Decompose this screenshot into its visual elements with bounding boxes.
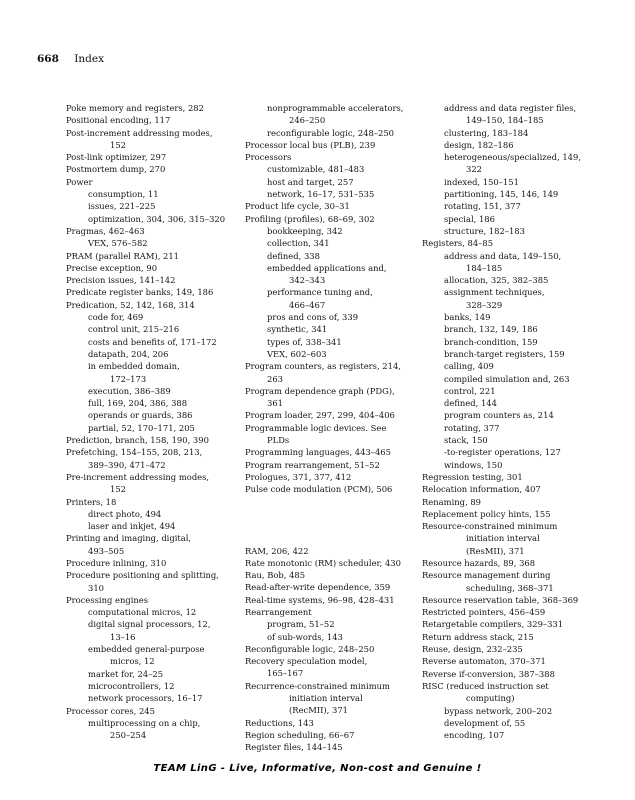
index-entry: Postmortem dump, 270 — [66, 164, 166, 175]
index-entry: PRAM (parallel RAM), 211 — [66, 250, 180, 261]
index-subentry-continuation: 466–467 — [289, 299, 326, 310]
index-entry: Printing and imaging, digital, — [66, 533, 192, 544]
index-subentry: consumption, 11 — [88, 189, 159, 200]
index-entry: Poke memory and registers, 282 — [66, 103, 204, 113]
index-subentry: encoding, 107 — [444, 730, 505, 741]
index-subentry-continuation: initiation interval — [289, 693, 363, 704]
index-subentry: code for, 469 — [88, 312, 144, 323]
index-entry: Rearrangement — [245, 606, 312, 617]
index-subentry: branch-target registers, 159 — [444, 348, 565, 359]
index-subentry-continuation: computing) — [466, 693, 515, 704]
index-entry: Predicate register banks, 149, 186 — [66, 287, 214, 298]
index-subentry: types of, 338–341 — [267, 336, 342, 347]
index-column-3 — [422, 102, 612, 741]
index-subentry: defined, 338 — [267, 250, 320, 261]
index-subentry: nonprogrammable accelerators, — [267, 103, 404, 113]
index-subentry: network, 16–17, 531–535 — [267, 189, 375, 200]
index-entry: Resource hazards, 89, 368 — [422, 557, 536, 568]
index-entry: Retargetable compilers, 329–331 — [422, 619, 564, 630]
index-entry: Procedure inlining, 310 — [66, 557, 167, 568]
index-entry: Return address stack, 215 — [422, 631, 534, 642]
index-subentry: microcontrollers, 12 — [88, 680, 175, 691]
index-subentry: multiprocessing on a chip, — [88, 717, 201, 728]
index-subentry: design, 182–186 — [444, 139, 514, 150]
index-entry: Product life cycle, 30–31 — [245, 201, 350, 212]
index-subentry: bookkeeping, 342 — [267, 225, 343, 236]
index-entry: RAM, 206, 422 — [245, 545, 309, 556]
index-subentry: laser and inkjet, 494 — [88, 521, 176, 532]
index-subentry: direct photo, 494 — [88, 508, 162, 519]
index-entry: Pulse code modulation (PCM), 506 — [245, 484, 393, 495]
index-subentry-continuation: 172–173 — [110, 373, 147, 384]
index-subentry: rotating, 151, 377 — [444, 201, 521, 212]
index-entry-continuation: 361 — [267, 398, 283, 409]
index-subentry: structure, 182–183 — [444, 225, 525, 236]
index-subentry: host and target, 257 — [267, 176, 354, 187]
index-subentry-continuation: 250–254 — [110, 730, 147, 741]
index-entry: Read-after-write dependence, 359 — [245, 582, 391, 593]
index-subentry: VEX, 602–603 — [267, 348, 327, 359]
index-subentry: issues, 221–225 — [88, 201, 156, 212]
index-subentry: branch-condition, 159 — [444, 336, 538, 347]
index-entry: Resource reservation table, 368–369 — [422, 594, 579, 605]
index-column-2 — [245, 102, 423, 754]
index-subentry: synthetic, 341 — [267, 324, 328, 335]
index-entry-continuation: 165–167 — [267, 668, 304, 679]
index-entry: Predication, 52, 142, 168, 314 — [66, 299, 195, 310]
index-subentry: program counters as, 214 — [444, 410, 554, 421]
index-subentry-continuation: (ResMII), 371 — [466, 545, 525, 556]
index-subentry: heterogeneous/specialized, 149, — [444, 152, 581, 163]
index-subentry: indexed, 150–151 — [444, 176, 519, 187]
index-subentry: reconfigurable logic, 248–250 — [267, 127, 395, 138]
index-entry: Programming languages, 443–465 — [245, 447, 391, 458]
index-subentry: branch, 132, 149, 186 — [444, 324, 538, 335]
index-subentry-continuation: 13–16 — [110, 631, 136, 642]
index-subentry-continuation: initiation interval — [466, 533, 540, 544]
index-entry: Regression testing, 301 — [422, 471, 523, 482]
index-subentry: datapath, 204, 206 — [88, 348, 169, 359]
index-entry: Reverse automaton, 370–371 — [422, 656, 546, 667]
index-column-1 — [66, 102, 236, 741]
index-entry-continuation: 389–390, 471–472 — [88, 459, 166, 470]
index-subentry-continuation: 322 — [466, 164, 482, 175]
index-entry: Reuse, design, 232–235 — [422, 644, 523, 655]
index-entry: Resource-constrained minimum — [422, 521, 558, 532]
index-entry: Program loader, 297, 299, 404–406 — [245, 410, 395, 421]
index-subentry: windows, 150 — [444, 459, 503, 470]
index-subentry: defined, 144 — [444, 398, 497, 409]
index-subentry: VEX, 576–582 — [88, 238, 148, 249]
index-subentry: costs and benefits of, 171–172 — [88, 336, 217, 347]
index-entry: Reductions, 143 — [245, 717, 314, 728]
index-entry: Printers, 18 — [66, 496, 117, 507]
index-subentry: clustering, 183–184 — [444, 127, 529, 138]
index-subentry: compiled simulation and, 263 — [444, 373, 570, 384]
index-entry: Registers, 84–85 — [422, 238, 494, 249]
index-entry: Rau, Bob, 485 — [245, 570, 306, 581]
index-subentry: allocation, 325, 382–385 — [444, 275, 549, 286]
index-entry: Replacement policy hints, 155 — [422, 508, 551, 519]
index-subentry: banks, 149 — [444, 312, 491, 323]
index-subentry: customizable, 481–483 — [267, 164, 365, 175]
index-subentry-continuation: (RecMII), 371 — [289, 705, 348, 716]
index-subentry: partitioning, 145, 146, 149 — [444, 189, 559, 200]
index-subentry: market for, 24–25 — [88, 668, 164, 679]
index-entry: Prediction, branch, 158, 190, 390 — [66, 435, 209, 446]
index-subentry: bypass network, 200–202 — [444, 705, 553, 716]
index-entry: Prologues, 371, 377, 412 — [245, 471, 352, 482]
index-entry-continuation: PLDs — [267, 435, 290, 446]
index-entry-continuation: 310 — [88, 582, 104, 593]
index-entry: Profiling (profiles), 68–69, 302 — [245, 213, 375, 224]
index-subentry-continuation: 152 — [110, 139, 126, 150]
index-subentry: stack, 150 — [444, 435, 488, 446]
index-entry: Processing engines — [66, 594, 149, 605]
index-entry: Program rearrangement, 51–52 — [245, 459, 380, 470]
index-subentry: collection, 341 — [267, 238, 330, 249]
index-entry: Processors — [245, 152, 292, 163]
index-subentry: -to-register operations, 127 — [444, 447, 561, 458]
index-subentry: address and data register files, — [444, 103, 577, 113]
running-head: Index — [74, 53, 105, 65]
index-entry: Register files, 144–145 — [245, 742, 343, 753]
page-header — [37, 53, 104, 65]
index-subentry: embedded applications and, — [267, 262, 387, 273]
index-entry: Reverse if-conversion, 387–388 — [422, 668, 555, 679]
index-entry: Pre-increment addressing modes, — [66, 471, 210, 482]
index-entry: Pragmas, 462–463 — [66, 225, 145, 236]
index-entry: Rate monotonic (RM) scheduler, 430 — [245, 557, 401, 568]
index-subentry: digital signal processors, 12, — [88, 619, 211, 630]
index-subentry: embedded general-purpose — [88, 644, 205, 655]
index-entry: Recurrence-constrained minimum — [245, 680, 390, 691]
index-entry: Processor cores, 245 — [66, 705, 155, 716]
index-subentry: performance tuning and, — [267, 287, 373, 298]
index-subentry: execution, 386–389 — [88, 385, 171, 396]
index-subentry: program, 51–52 — [267, 619, 335, 630]
index-entry: Precision issues, 141–142 — [66, 275, 176, 286]
index-subentry-continuation: micros, 12 — [110, 656, 155, 667]
section-gap — [245, 496, 423, 545]
index-subentry: of sub-words, 143 — [267, 631, 343, 642]
page-number: 668 — [37, 53, 59, 65]
index-entry: Programmable logic devices. See — [245, 422, 387, 433]
index-subentry: pros and cons of, 339 — [267, 312, 359, 323]
index-subentry-continuation: scheduling, 368–371 — [466, 582, 554, 593]
index-entry: Real-time systems, 96–98, 428–431 — [245, 594, 395, 605]
index-subentry: control, 221 — [444, 385, 496, 396]
index-subentry: computational micros, 12 — [88, 607, 197, 618]
index-entry: Resource management during — [422, 570, 551, 581]
index-subentry: operands or guards, 386 — [88, 410, 193, 421]
index-subentry: partial, 52, 170–171, 205 — [88, 422, 195, 433]
index-subentry: calling, 409 — [444, 361, 494, 372]
index-entry: Processor local bus (PLB), 239 — [245, 139, 376, 150]
index-entry: Reconfigurable logic, 248–250 — [245, 643, 375, 654]
index-entry: Program dependence graph (PDG), — [245, 385, 395, 396]
index-subentry: development of, 55 — [444, 717, 526, 728]
index-entry: Region scheduling, 66–67 — [245, 729, 355, 740]
index-entry: Post-link optimizer, 297 — [66, 152, 167, 163]
index-subentry: network processors, 16–17 — [88, 693, 203, 704]
index-entry: RISC (reduced instruction set — [422, 680, 549, 691]
index-entry-continuation: 263 — [267, 373, 283, 384]
index-entry: Restricted pointers, 456–459 — [422, 607, 546, 618]
index-subentry: control unit, 215–216 — [88, 324, 180, 335]
index-subentry: full, 169, 204, 386, 388 — [88, 398, 188, 409]
index-entry: Program counters, as registers, 214, — [245, 361, 401, 372]
watermark-footer: TEAM LinG - Live, Informative, Non-cost and Genuine ! — [153, 763, 482, 774]
index-entry: Power — [66, 176, 93, 187]
index-subentry: address and data, 149–150, — [444, 250, 562, 261]
index-subentry-continuation: 184–185 — [466, 262, 503, 273]
index-entry: Prefetching, 154–155, 208, 213, — [66, 447, 203, 458]
index-subentry: assignment techniques, — [444, 287, 545, 298]
index-entry: Renaming, 89 — [422, 496, 482, 507]
index-subentry-continuation: 328–329 — [466, 299, 503, 310]
index-subentry: optimization, 304, 306, 315–320 — [88, 213, 226, 224]
index-subentry-continuation: 149–150, 184–185 — [466, 115, 544, 126]
index-entry-continuation: 493–505 — [88, 545, 125, 556]
index-subentry-continuation: 246–250 — [289, 115, 326, 126]
index-subentry: in embedded domain, — [88, 361, 180, 372]
index-subentry-continuation: 342–343 — [289, 275, 326, 286]
index-entry: Relocation information, 407 — [422, 484, 541, 495]
index-entry: Post-increment addressing modes, — [66, 127, 213, 138]
index-entry: Precise exception, 90 — [66, 262, 158, 273]
index-entry: Recovery speculation model, — [245, 656, 368, 667]
index-entry: Procedure positioning and splitting, — [66, 570, 219, 581]
index-subentry: rotating, 377 — [444, 422, 500, 433]
index-entry: Positional encoding, 117 — [66, 115, 171, 126]
index-subentry: special, 186 — [444, 213, 495, 224]
index-subentry-continuation: 152 — [110, 484, 126, 495]
